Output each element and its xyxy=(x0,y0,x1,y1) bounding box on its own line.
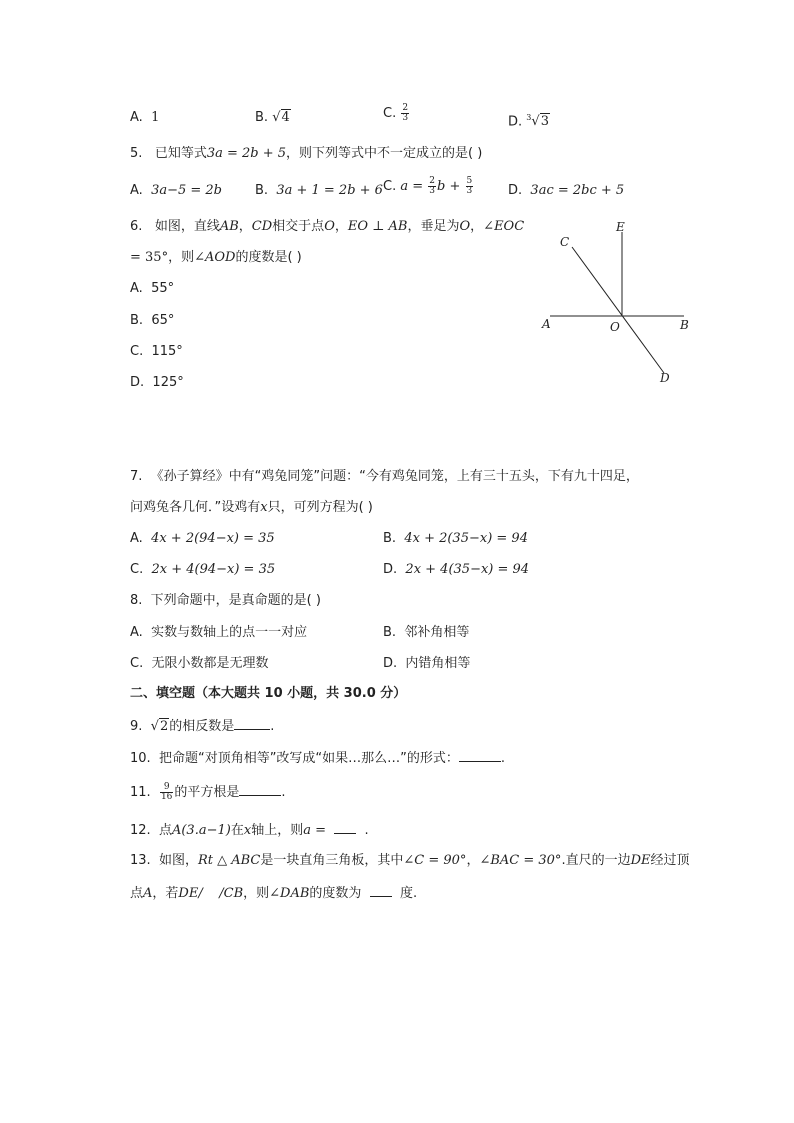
question-number: 13. xyxy=(130,853,151,868)
q5-option-d: D. 3ac = 2bc + 5 xyxy=(508,183,625,198)
q5-option-b: B. 3a + 1 = 2b + 6 xyxy=(255,183,383,198)
question-number: 8. xyxy=(130,593,143,608)
q8-option-a: A. 实数与数轴上的点一一对应 xyxy=(130,625,308,640)
q7-option-d: D. 2x + 4(35−x) = 94 xyxy=(383,562,530,577)
q11: 11. $\frac{9}{16}$ 的平方根是 . xyxy=(130,782,286,802)
q6-stem-line2: = 35°，则∠AOD的度数是( ) xyxy=(130,250,302,265)
line-cd xyxy=(572,247,664,373)
q13-line1: 13. 如图，Rt △ ABC是一块直角三角板，其中∠C = 90°，∠BAC = 30°.直尺的一边DE经过顶 xyxy=(130,853,690,868)
q6-option-c: C. 115° xyxy=(130,344,183,359)
q6-geometry-figure xyxy=(536,216,706,388)
q5-option-c: C. a = $\frac{2}{3}$ b + $\frac{5}{3}$ xyxy=(383,176,473,196)
label-b: B xyxy=(680,318,689,332)
sqrt-symbol: √2 xyxy=(150,719,169,734)
q6-stem-line1: 6. 如图，直线AB，CD相交于点O，EO ⊥ AB，垂足为O，∠EOC xyxy=(130,219,525,234)
fraction: $\frac{5}{3}$ xyxy=(466,176,473,196)
question-number: 5. xyxy=(130,146,143,161)
option-label: B. xyxy=(255,110,269,125)
q9: 9. √2的相反数是 . xyxy=(130,719,275,734)
q12: 12. 点A(3.a−1)在x轴上，则a = . xyxy=(130,823,369,838)
question-number: 6. xyxy=(130,219,143,234)
question-number: 7. xyxy=(130,469,143,484)
answer-blank xyxy=(239,783,281,796)
q4-option-b xyxy=(255,109,291,127)
section-heading: 二、填空题（本大题共 10 小题，共 30.0 分） xyxy=(130,686,407,701)
q6-option-a: A. 55° xyxy=(130,281,175,296)
q6-option-b: B. 65° xyxy=(130,313,175,328)
q7-stem-line2: 问鸡兔各几何．”设鸡有x只，可列方程为( ) xyxy=(130,500,373,515)
label-a: A xyxy=(542,317,551,331)
label-e: E xyxy=(616,220,625,234)
label-o: O xyxy=(610,320,620,334)
label-d: D xyxy=(660,371,670,385)
q4-option-a xyxy=(130,109,159,127)
q4-option-d xyxy=(508,109,550,131)
cube-root-index: 3 xyxy=(526,113,532,122)
answer-blank xyxy=(334,821,356,834)
q8-stem: 8. 下列命题中，是真命题的是( ) xyxy=(130,593,321,608)
q8-option-c: C. 无限小数都是无理数 xyxy=(130,656,269,671)
q7-option-c: C. 2x + 4(94−x) = 35 xyxy=(130,562,276,577)
equation: 3a = 2b + 5 xyxy=(206,146,287,161)
q6-option-d: D. 125° xyxy=(130,375,184,390)
question-number: 10. xyxy=(130,751,151,766)
question-number: 12. xyxy=(130,823,151,838)
sqrt-symbol: √4 xyxy=(272,110,290,125)
question-number: 9. xyxy=(130,719,143,734)
answer-blank xyxy=(459,749,501,762)
q8-option-b: B. 邻补角相等 xyxy=(383,625,470,640)
answer-blank xyxy=(370,884,392,897)
option-label: A. xyxy=(130,110,143,125)
q7-stem-line1: 7. 《孙子算经》中有“鸡兔同笼”问题：“今有鸡兔同笼，上有三十五头，下有九十四足， xyxy=(130,469,639,484)
fraction: $\frac{9}{16}$ xyxy=(160,782,173,802)
question-number: 11. xyxy=(130,785,151,800)
answer-blank xyxy=(234,717,270,730)
q5-stem: 5. 已知等式3a = 2b + 5，则下列等式中不一定成立的是( ) xyxy=(130,146,483,161)
q13-line2: 点A，若DE/ /CB，则∠DAB的度数为 度. xyxy=(130,886,418,901)
q7-option-a: A. 4x + 2(94−x) = 35 xyxy=(130,531,275,546)
option-label: C. xyxy=(383,106,397,121)
q10: 10. 把命题“对顶角相等”改写成“如果…那么…”的形式： . xyxy=(130,751,506,766)
fraction: $\frac{2}{3}$ xyxy=(402,103,409,123)
q7-option-b: B. 4x + 2(35−x) = 94 xyxy=(383,531,528,546)
q8-option-d: D. 内错角相等 xyxy=(383,656,471,671)
q4-option-c xyxy=(383,104,410,123)
option-label: D. xyxy=(508,114,523,130)
q5-option-a: A. 3a−5 = 2b xyxy=(130,183,222,198)
cbrt-symbol: √3 xyxy=(531,114,549,130)
fraction: $\frac{2}{3}$ xyxy=(429,176,436,196)
option-value: 1 xyxy=(151,110,160,125)
label-c: C xyxy=(560,235,570,249)
